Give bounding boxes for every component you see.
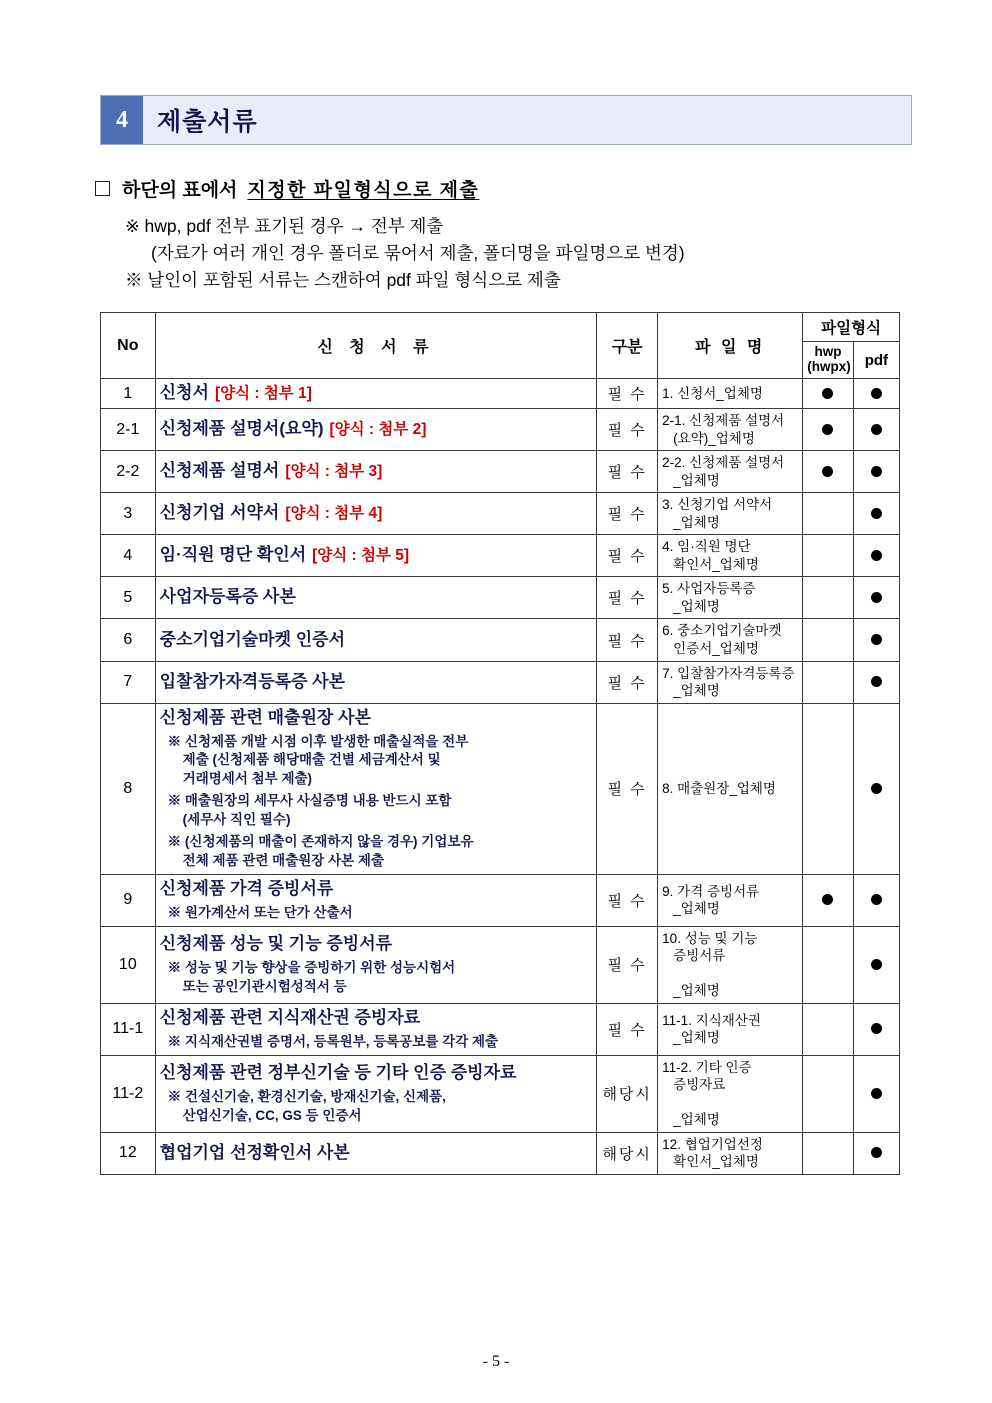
intro-bullets (125, 213, 902, 294)
row-hwp-mark (803, 1003, 853, 1055)
row-filename (658, 451, 803, 493)
row-no: 1 (101, 379, 156, 409)
intro-heading-emphasis: 지정한 파일형식으로 제출 (247, 180, 480, 201)
document-title: 협업기업 선정확인서 사본 (159, 1142, 350, 1162)
row-filename (658, 703, 803, 874)
filename-line: 9. 가격 증빙서류 (662, 883, 760, 899)
filled-dot-icon (871, 1088, 882, 1099)
row-requirement-type: 필 수 (597, 619, 658, 661)
document-form-reference: [양식 : 첨부 3] (285, 463, 383, 481)
column-header-hwp-line1: hwp (814, 344, 842, 360)
filled-dot-icon (871, 959, 882, 970)
document-note: ※ 건설신기술, 환경신기술, 방재신기술, 신제품, 산업신기술, CC, GS 등 인증서 (168, 1088, 593, 1126)
row-requirement-type: 해당시 (597, 1055, 658, 1132)
table-head (101, 313, 900, 379)
intro-block (95, 175, 902, 294)
document-note-line: (세무사 직인 필수) (182, 812, 291, 828)
row-no: 12 (101, 1132, 156, 1174)
filename-line: _업체명 (673, 683, 720, 699)
row-document-name (155, 535, 597, 577)
table-row (101, 1132, 900, 1174)
document-title: 신청제품 성능 및 기능 증빙서류 (159, 933, 393, 953)
row-filename (658, 379, 803, 409)
section-header (100, 95, 912, 145)
filled-dot-icon (822, 424, 833, 435)
document-title: 신청제품 관련 지식재산권 증빙자료 (159, 1007, 421, 1027)
row-hwp-mark (803, 619, 853, 661)
filled-dot-icon (871, 634, 882, 645)
row-filename (658, 535, 803, 577)
filename-line: 11-2. 기타 인증 (662, 1059, 752, 1075)
filename-line: 4. 임·직원 명단 (662, 539, 751, 555)
filename-line: 2-2. 신청제품 설명서 (662, 455, 785, 471)
document-title: 신청제품 가격 증빙서류 (159, 878, 334, 898)
row-requirement-type: 필 수 (597, 451, 658, 493)
filename-line: _업체명 (673, 1030, 720, 1046)
row-document-name (155, 619, 597, 661)
document-title: 임·직원 명단 확인서 (159, 545, 307, 565)
document-title: 신청기업 서약서 (159, 503, 280, 523)
row-no: 2-2 (101, 451, 156, 493)
row-pdf-mark (853, 703, 899, 874)
row-filename (658, 409, 803, 451)
intro-bullet-1: ※ hwp, pdf 전부 표기된 경우 → 전부 제출 (125, 216, 444, 236)
document-note: ※ 원가계산서 또는 단가 산출서 (167, 904, 353, 920)
row-requirement-type: 필 수 (597, 409, 658, 451)
row-no: 5 (101, 577, 156, 619)
table-row (101, 379, 900, 409)
filled-dot-icon (871, 1023, 882, 1034)
row-requirement-type: 필 수 (597, 1003, 658, 1055)
row-filename (658, 926, 803, 1003)
document-note: ※ (신청제품의 매출이 존재하지 않을 경우) 기업보유 전체 제품 관련 매출원장 사본 제출 (168, 833, 593, 871)
row-no: 11-2 (101, 1055, 156, 1132)
filename-line: 1. 신청서_업체명 (662, 385, 763, 401)
row-filename (658, 577, 803, 619)
filled-dot-icon (871, 424, 882, 435)
row-no: 7 (101, 661, 156, 703)
row-pdf-mark (853, 409, 899, 451)
filename-line: _업체명 (673, 514, 720, 530)
row-no: 2-1 (101, 409, 156, 451)
row-document-name (155, 493, 597, 535)
filled-dot-icon (871, 550, 882, 561)
row-requirement-type: 필 수 (597, 493, 658, 535)
section-number: 4 (101, 96, 143, 144)
row-filename (658, 661, 803, 703)
row-pdf-mark (853, 1132, 899, 1174)
filled-dot-icon (871, 466, 882, 477)
table-row (101, 703, 900, 874)
document-title: 중소기업기술마켓 인증서 (159, 629, 346, 649)
table-row (101, 577, 900, 619)
filled-dot-icon (822, 466, 833, 477)
row-document-name (155, 451, 597, 493)
row-document-name (155, 703, 597, 874)
document-form-reference: [양식 : 첨부 5] (312, 547, 410, 565)
row-filename (658, 619, 803, 661)
table-header-row-1 (101, 313, 900, 342)
filename-line: 5. 사업자등록증 (662, 581, 756, 597)
row-pdf-mark (853, 577, 899, 619)
document-note: ※ 매출원장의 세무사 사실증명 내용 반드시 포함 (세무사 직인 필수) (168, 792, 593, 830)
row-document-name (155, 874, 597, 926)
intro-heading-prefix: 하단의 표에서 (122, 180, 238, 201)
intro-heading (95, 175, 902, 202)
row-pdf-mark (853, 379, 899, 409)
column-header-pdf: pdf (853, 342, 899, 379)
column-header-type: 구분 (597, 313, 658, 379)
row-hwp-mark (803, 535, 853, 577)
row-requirement-type: 필 수 (597, 535, 658, 577)
document-note-line: 거래명세서 첨부 제출) (182, 771, 313, 787)
filled-dot-icon (871, 783, 882, 794)
row-pdf-mark (853, 1003, 899, 1055)
row-requirement-type: 필 수 (597, 926, 658, 1003)
row-document-name (155, 577, 597, 619)
filename-line: _업체명 (673, 901, 720, 917)
document-title: 입찰참가자격등록증 사본 (159, 671, 346, 691)
document-note: ※ 신청제품 개발 시점 이후 발생한 매출실적을 전부 제출 (신청제품 해당매출 건별 세금계산서 및 거래명세서 첨부 제출) (168, 733, 593, 790)
document-note: ※ 지식재산권별 증명서, 등록원부, 등록공보를 각각 제출 (167, 1033, 499, 1049)
row-hwp-mark (803, 1132, 853, 1174)
row-no: 9 (101, 874, 156, 926)
document-note-line: 전체 제품 관련 매출원장 사본 제출 (182, 852, 384, 868)
row-hwp-mark (803, 1055, 853, 1132)
filled-dot-icon (871, 1147, 882, 1158)
row-hwp-mark (803, 874, 853, 926)
document-note-line: 산업신기술, CC, GS 등 인증서 (182, 1107, 362, 1123)
column-header-name: 신 청 서 류 (155, 313, 597, 379)
row-hwp-mark (803, 661, 853, 703)
intro-bullet-2: ※ 날인이 포함된 서류는 스캔하여 pdf 파일 형식으로 제출 (125, 270, 561, 291)
filled-dot-icon (871, 676, 882, 687)
table-row (101, 1055, 900, 1132)
row-pdf-mark (853, 535, 899, 577)
filename-line: 증빙자료 (673, 1077, 726, 1093)
filename-line: 증빙서류 (673, 948, 726, 964)
row-requirement-type: 필 수 (597, 379, 658, 409)
column-header-filename: 파 일 명 (658, 313, 803, 379)
filled-dot-icon (871, 894, 882, 905)
filename-line: _업체명 (673, 983, 720, 999)
table-row (101, 493, 900, 535)
row-requirement-type: 필 수 (597, 703, 658, 874)
row-filename (658, 1003, 803, 1055)
row-hwp-mark (803, 493, 853, 535)
filename-line: _업체명 (673, 472, 720, 488)
row-document-name (155, 379, 597, 409)
column-header-hwp (803, 342, 853, 379)
column-header-hwp-line2: (hwpx) (807, 359, 851, 375)
row-requirement-type: 필 수 (597, 874, 658, 926)
filled-dot-icon (871, 388, 882, 399)
document-title: 사업자등록증 사본 (159, 587, 296, 607)
filename-line: 10. 성능 및 기능 (662, 930, 758, 946)
document-title: 신청제품 설명서 (159, 461, 280, 481)
row-requirement-type: 해당시 (597, 1132, 658, 1174)
document-title: 신청제품 관련 정부신기술 등 기타 인증 증빙자료 (159, 1062, 517, 1082)
filename-line: 11-1. 지식재산권 (662, 1012, 761, 1028)
row-pdf-mark (853, 493, 899, 535)
row-pdf-mark (853, 451, 899, 493)
filename-line: (요약)_업체명 (673, 430, 755, 446)
row-no: 10 (101, 926, 156, 1003)
row-pdf-mark (853, 926, 899, 1003)
document-title: 신청서 (159, 383, 209, 403)
row-requirement-type: 필 수 (597, 577, 658, 619)
row-filename (658, 1132, 803, 1174)
filename-line: _업체명 (673, 598, 720, 614)
document-note-line: 또는 공인기관시험성적서 등 (182, 978, 347, 994)
document-form-reference: [양식 : 첨부 1] (214, 385, 312, 403)
filename-line: 8. 매출원장_업체명 (662, 780, 776, 796)
table-row (101, 661, 900, 703)
table-row (101, 874, 900, 926)
row-document-name (155, 1132, 597, 1174)
filled-dot-icon (822, 894, 833, 905)
row-document-name (155, 926, 597, 1003)
row-pdf-mark (853, 1055, 899, 1132)
document-title: 신청제품 설명서(요약) (159, 419, 324, 439)
checkbox-icon (95, 181, 110, 196)
column-header-no: No (101, 313, 156, 379)
row-hwp-mark (803, 703, 853, 874)
filename-line: 확인서_업체명 (673, 556, 759, 572)
filename-line: 인증서_업체명 (673, 641, 759, 657)
table-row (101, 451, 900, 493)
row-filename (658, 874, 803, 926)
row-no: 8 (101, 703, 156, 874)
row-filename (658, 493, 803, 535)
row-hwp-mark (803, 926, 853, 1003)
filename-line: 12. 협업기업선정 (662, 1136, 763, 1152)
row-pdf-mark (853, 619, 899, 661)
row-no: 11-1 (101, 1003, 156, 1055)
row-hwp-mark (803, 409, 853, 451)
row-requirement-type: 필 수 (597, 661, 658, 703)
filename-line: _업체명 (673, 1112, 720, 1128)
filled-dot-icon (871, 592, 882, 603)
intro-bullet-1-cont: (자료가 여러 개인 경우 폴더로 묶어서 제출, 폴더명을 파일명으로 변경) (151, 243, 685, 264)
row-document-name (155, 1003, 597, 1055)
document-title: 신청제품 관련 매출원장 사본 (159, 707, 371, 727)
filled-dot-icon (871, 508, 882, 519)
row-document-name (155, 661, 597, 703)
filename-line: 3. 신청기업 서약서 (662, 497, 773, 513)
table-row (101, 926, 900, 1003)
table-row (101, 409, 900, 451)
page-title: 제출서류 (157, 108, 258, 136)
document-form-reference: [양식 : 첨부 2] (329, 421, 427, 439)
filename-line: 확인서_업체명 (673, 1154, 759, 1170)
row-no: 3 (101, 493, 156, 535)
row-hwp-mark (803, 451, 853, 493)
row-no: 4 (101, 535, 156, 577)
row-no: 6 (101, 619, 156, 661)
table-row (101, 619, 900, 661)
filled-dot-icon (822, 388, 833, 399)
column-header-format: 파일형식 (803, 313, 900, 342)
row-document-name (155, 409, 597, 451)
table-body (101, 379, 900, 1175)
row-pdf-mark (853, 661, 899, 703)
submission-documents-table (100, 312, 900, 1175)
document-note-line: 제출 (신청제품 해당매출 건별 세금계산서 및 (182, 752, 441, 768)
document-note: ※ 성능 및 기능 향상을 증빙하기 위한 성능시험서 또는 공인기관시험성적서 등 (168, 959, 593, 997)
row-pdf-mark (853, 874, 899, 926)
filename-line: 7. 입찰참가자격등록증 (662, 665, 795, 681)
row-filename (658, 1055, 803, 1132)
table-row (101, 535, 900, 577)
page-number: - 5 - (482, 1353, 510, 1370)
row-hwp-mark (803, 379, 853, 409)
document-form-reference: [양식 : 첨부 4] (285, 505, 383, 523)
table-row (101, 1003, 900, 1055)
row-document-name (155, 1055, 597, 1132)
filename-line: 2-1. 신청제품 설명서 (662, 413, 785, 428)
filename-line: 6. 중소기업기술마켓 (662, 623, 782, 639)
row-hwp-mark (803, 577, 853, 619)
